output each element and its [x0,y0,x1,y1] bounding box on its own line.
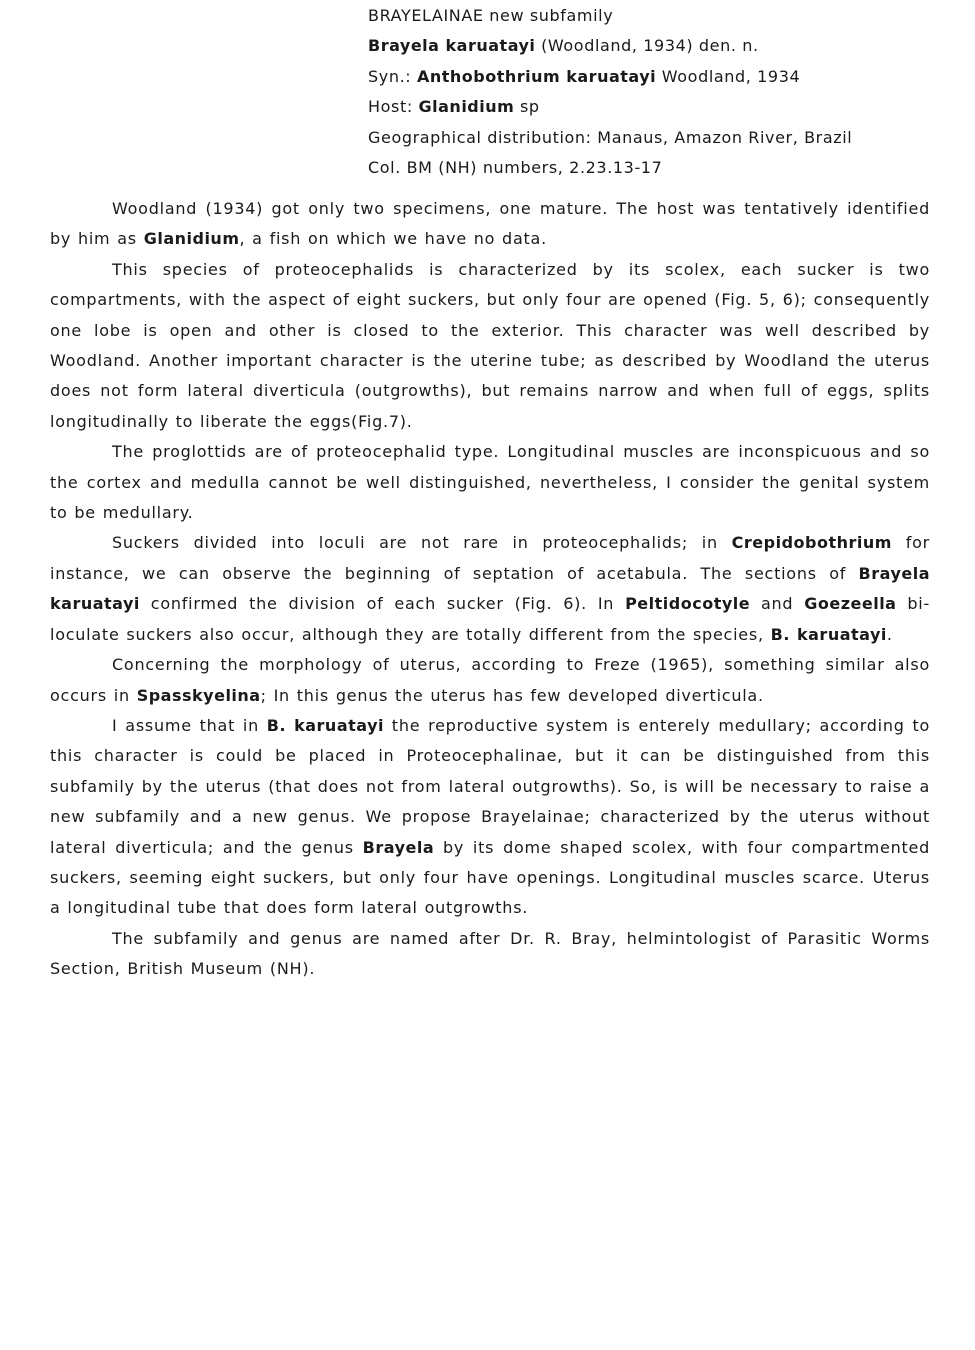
paragraph-1 [50,194,930,255]
p6-species-abbrev: B. karuatayi [266,715,384,735]
p4-text-g: and [750,594,805,614]
paragraph-5 [50,650,930,711]
synonym-name: Anthobothrium karuatayi [416,66,657,86]
host-label: Host: [368,97,419,117]
p4-species-abbrev: B. karuatayi [770,624,887,644]
species-name-line [368,34,958,64]
synonym-line [368,65,958,95]
p4-text-c: for instance, we can observe the beginning of septation of acetabula. The sections of [50,533,930,583]
paragraph-6 [50,711,930,924]
synonym-label: Syn.: [368,66,417,86]
paragraph-4 [50,528,930,650]
p6-text-c: the reproductive system is enterely medullary; according to this character is could be placed in Proteocephalinae, but it can be distinguished from this subfamily by the uterus (that does not from lateral outgrowths). So, is will be necessary to raise a new subfamily and a new genus. We propose Brayelainae; characterized by the uterus without lateral diverticula; and the genus [50,715,931,857]
p4-genus-crepidobothrium: Crepidobothrium [731,533,892,553]
paragraph-2: This species of proteocephalids is characterized by its scolex, each sucker is two compartments, with the aspect of eight suckers, but only four are opened (Fig. 5, 6); consequently one lobe is open and other is closed to the exterior. This character was well described by Woodland. Another important character is the uterine tube; as described by Woodland the uterus does not form lateral diverticula (outgrowths), but remains narrow and when full of eggs, splits longitudinally to liberate the eggs(Fig.7). [50,259,930,431]
p4-text-i: bi-loculate suckers also occur, although they are totally different from the species, [50,594,930,644]
collection-line: Col. BM (NH) numbers, 2.23.13-17 [368,157,663,177]
distribution-line: Geographical distribution: Manaus, Amazon River, Brazil [368,127,853,147]
p6-text-e: by its dome shaped scolex, with four compartmented suckers, seeming eight suckers, but only four have openings. Longitudinal muscles scarce. Uterus a longitudinal tube that does form lateral outgrowths. [50,837,931,918]
p6-text-a: I assume that in [112,715,267,735]
paragraph-3: The proglottids are of proteocephalid type. Longitudinal muscles are inconspicuous and so the cortex and medulla cannot be well distinguished, nevertheless, I consider the genital system to be medullary. [50,442,930,523]
p4-text-k: . [886,624,893,644]
species-authority: (Woodland, 1934) den. n. [535,36,759,56]
taxon-header [368,4,958,186]
p6-genus-brayela: Brayela [362,837,435,857]
p1-genus: Glanidium [143,229,240,249]
p1-text-a: Woodland (1934) got only two specimens, one mature. The host was tentatively identified by him as [50,199,930,249]
p5-text-a: Concerning the morphology of uterus, according to Freze (1965), something similar also occurs in [50,655,930,705]
host-line [368,95,958,125]
p4-species-brayela: Brayela karuatayi [50,563,930,614]
species-name: Brayela karuatayi [368,36,536,56]
host-suffix: sp [514,97,540,117]
paragraph-7: The subfamily and genus are named after Dr. R. Bray, helmintologist of Parasitic Worms Section, British Museum (NH). [50,928,930,979]
p5-text-c: ; In this genus the uterus has few developed diverticula. [260,685,764,705]
p4-genus-peltidocotyle: Peltidocotyle [625,594,751,614]
body-text [50,194,930,985]
p4-text-a: Suckers divided into loculi are not rare in proteocephalids; in [112,533,732,553]
subfamily-title: BRAYELAINAE new subfamily [368,6,614,25]
synonym-authority: Woodland, 1934 [656,66,801,86]
p1-text-c: , a fish on which we have no data. [239,229,547,249]
p4-text-e: confirmed the division of each sucker (Fig. 6). In [139,594,626,614]
host-name: Glanidium [418,97,515,117]
p5-genus-spasskyelina: Spasskyelina [136,685,261,705]
p4-genus-goezeella: Goezeella [804,594,897,614]
